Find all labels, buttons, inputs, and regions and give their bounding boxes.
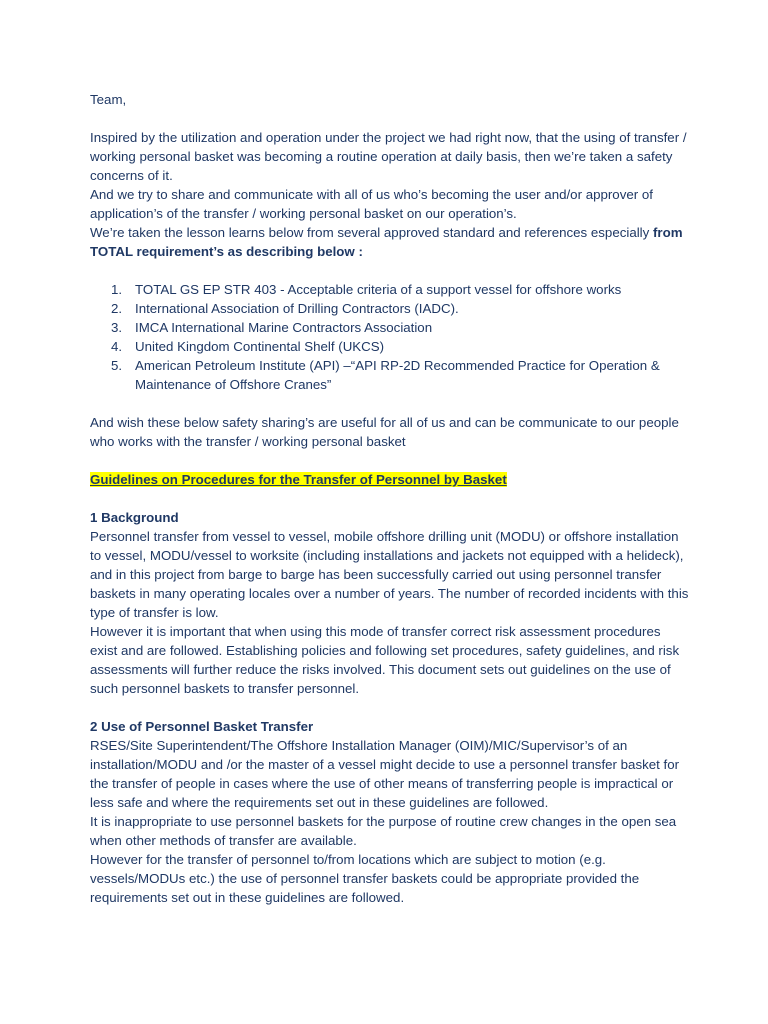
intro-paragraph-1: Inspired by the utilization and operation under the project we had right now, that the using of transfer / working personal basket was becoming a routine operation at daily basis, then we’re taken a safety concerns of it. [90, 130, 687, 183]
section-2-paragraph-3-end: . [400, 890, 405, 905]
spacer [90, 394, 690, 413]
list-item [90, 337, 690, 356]
section-1-paragraph-1: Personnel transfer from vessel to vessel, mobile offshore drilling unit (MODU) or offshore installation to vessel, MODU/vessel to worksite (including installations and jackets not equipped with a helideck), and in this project from barge to barge has been successfully carried out using personnel transfer baskets in many operating locales over a number of years. The number of recorded incidents with this type of transfer is low. [90, 529, 689, 620]
guidelines-heading [90, 470, 690, 489]
section-2-paragraph-3-text: However for the transfer of personnel to/from locations which are subject to motion (e.g. vessels/MODUs etc.) the use of personnel transfer baskets could be appropriate provided the requirements set out in these guidelines are followed [90, 852, 640, 905]
list-item-text: International Association of Drilling Contractors (IADC). [135, 301, 459, 316]
spacer [90, 451, 690, 470]
section-2-paragraph-3 [90, 850, 690, 907]
spacer [90, 109, 690, 128]
intro-paragraph-3-text: We’re taken the lesson learns below from several approved standard and references especially [90, 225, 653, 240]
greeting: Team, [90, 92, 127, 107]
spacer [90, 698, 690, 717]
section-1-paragraph-2: However it is important that when using this mode of transfer correct risk assessment procedures exist and are followed. Establishing policies and following set procedures, safety guidelines, and risk assessments will further reduce the risks involved. This document sets out guidelines on the use of such personnel baskets to transfer personnel. [90, 624, 680, 696]
closing-paragraph: And wish these below safety sharing’s are useful for all of us and can be communicate to our people who works with the transfer / working personal basket [90, 415, 679, 449]
document-page [90, 90, 690, 907]
section-2-paragraph-1: RSES/Site Superintendent/The Offshore Installation Manager (OIM)/MIC/Supervisor’s of an installation/MODU and /or the master of a vessel might decide to use a personnel transfer basket for the transfer of people in cases where the use of other means of transferring people is impractical or less safe and where the requirements set out in these guidelines are followed. [90, 738, 680, 810]
list-item-text: American Petroleum Institute (API) –“API RP-2D Recommended Practice for Operation & Maintenance of Offshore Cranes” [135, 358, 660, 392]
list-item [90, 299, 690, 318]
intro-paragraph-2: And we try to share and communicate with all of us who’s becoming the user and/or approver of application’s of the transfer / working personal basket on our operation’s. [90, 187, 653, 221]
section-2-paragraph-2: It is inappropriate to use personnel baskets for the purpose of routine crew changes in the open sea when other methods of transfer are available. [90, 814, 677, 848]
intro-paragraph-3-emphasis: from TOTAL requirement’s as describing below : [90, 225, 683, 259]
list-item-number: 4. [111, 339, 123, 354]
list-item [90, 356, 690, 394]
section-1-title: 1 Background [90, 510, 179, 525]
reference-list [90, 280, 690, 394]
list-item-text: IMCA International Marine Contractors Association [135, 320, 433, 335]
list-item-text: TOTAL GS EP STR 403 - Acceptable criteria of a support vessel for offshore works [135, 282, 622, 297]
section-2-title: 2 Use of Personnel Basket Transfer [90, 719, 314, 734]
spacer [90, 489, 690, 508]
list-item-text: United Kingdom Continental Shelf (UKCS) [135, 339, 385, 354]
intro-paragraph-3 [90, 223, 690, 261]
list-item-number: 1. [111, 282, 123, 297]
spacer [90, 261, 690, 280]
list-item [90, 280, 690, 299]
list-item [90, 318, 690, 337]
list-item-number: 2. [111, 301, 123, 316]
list-item-number: 3. [111, 320, 123, 335]
guidelines-title: Guidelines on Procedures for the Transfer of Personnel by Basket [90, 472, 507, 487]
list-item-number: 5. [111, 358, 123, 373]
